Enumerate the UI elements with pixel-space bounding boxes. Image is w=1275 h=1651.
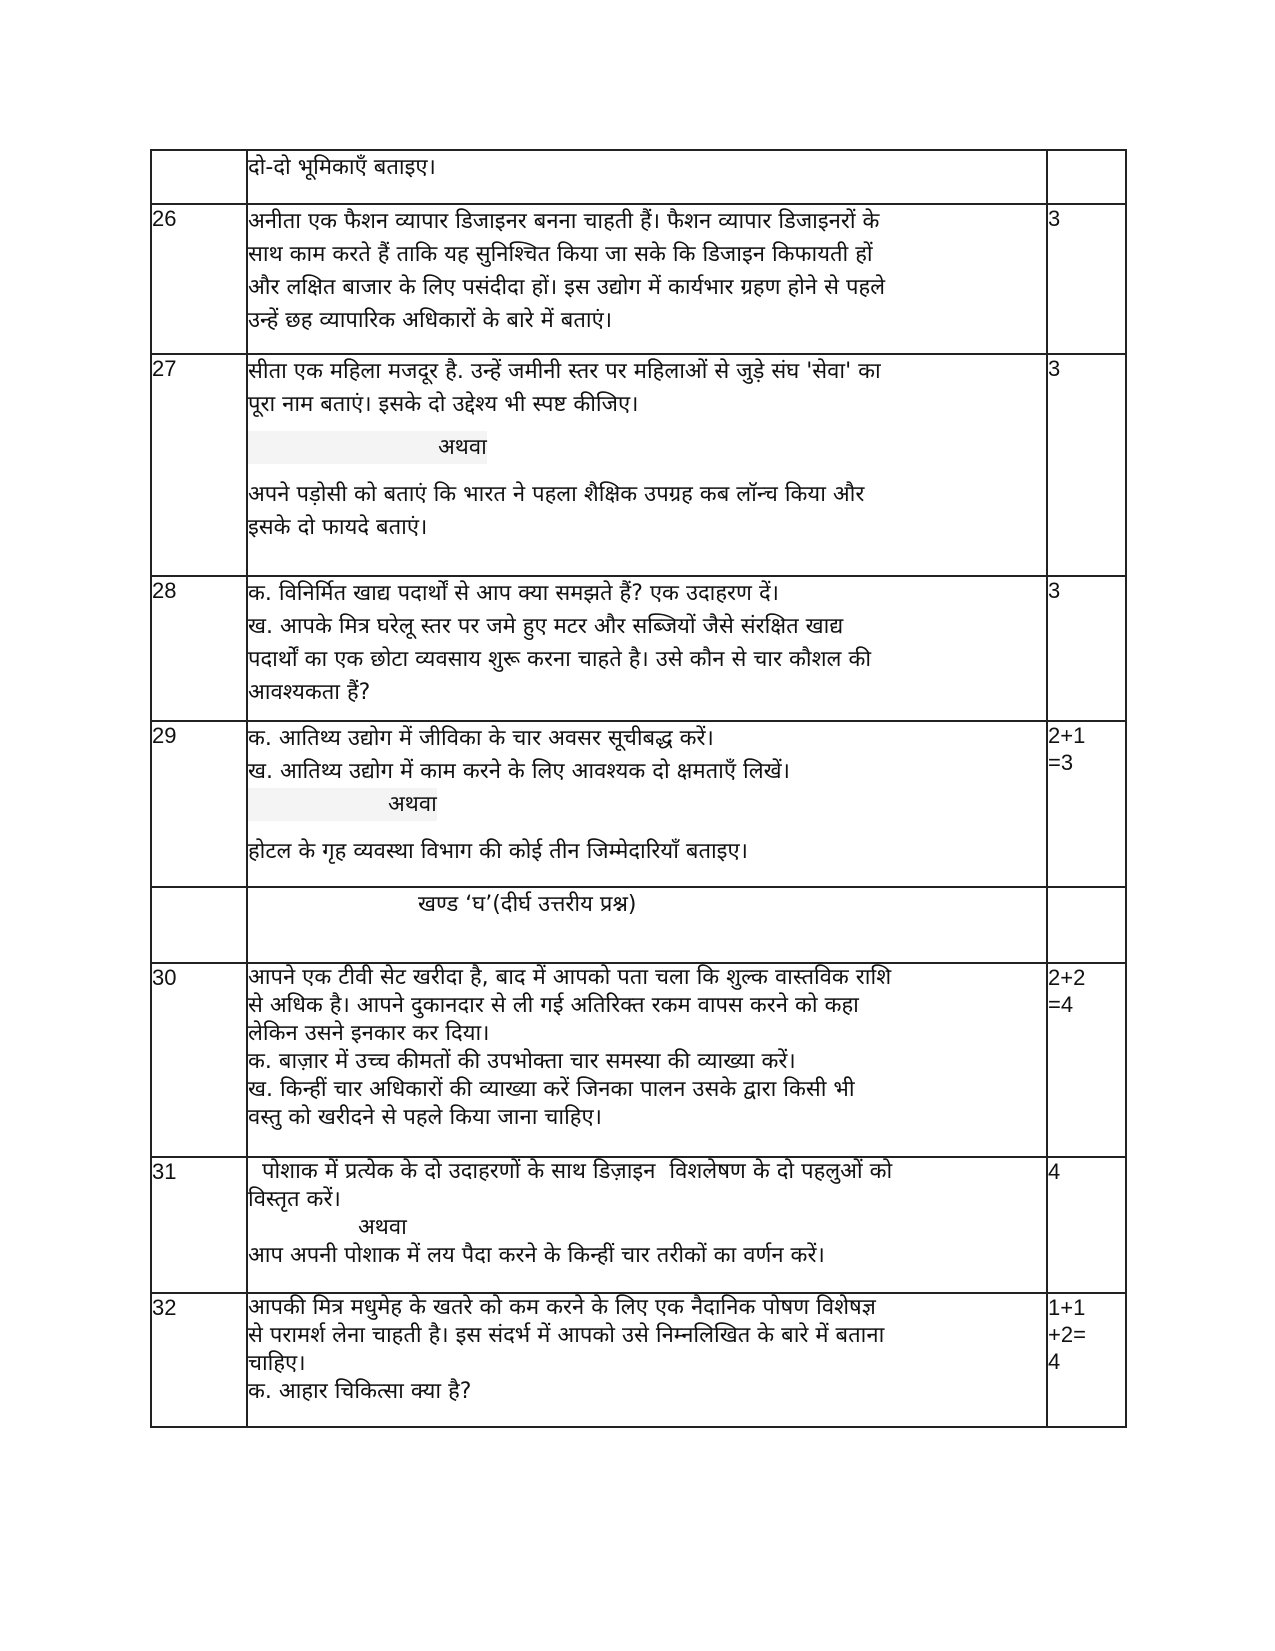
marks-value: +2= [1048,1322,1086,1347]
text-line: क. विनिर्मित खाद्य पदार्थों से आप क्या समझते हैं? एक उदाहरण दें। [248,581,779,606]
table-row [151,150,1126,204]
text-line: से परामर्श लेना चाहती है। इस संदर्भ में आपको उसे निम्नलिखित के बारे में बताना [248,1323,885,1348]
marks-cell [1047,1293,1126,1427]
question-number: 32 [151,1293,247,1427]
text-line: अनीता एक फैशन व्यापार डिजाइनर बनना चाहती हैं। फैशन व्यापार डिजाइनरों के [248,209,880,234]
text-line: लेकिन उसने इनकार कर दिया। [248,1021,490,1046]
marks-value: 4 [1048,1159,1061,1184]
marks-cell [1047,576,1126,721]
marks-cell [1047,354,1126,576]
text-line: वस्तु को खरीदने से पहले किया जाना चाहिए। [248,1105,602,1130]
text-line: आपने एक टीवी सेट खरीदा है, बाद में आपको पता चला कि शुल्क वास्तविक राशि [248,965,892,990]
question-number: 31 [151,1157,247,1293]
text-line: विस्तृत करें। [248,1187,341,1212]
table-row [151,204,1126,354]
text-line: पूरा नाम बताएं। इसके दो उद्देश्य भी स्पष्ट कीजिए। [248,392,639,417]
table-row [151,1293,1126,1427]
text-line: चाहिए। [248,1351,306,1376]
table-row [151,963,1126,1157]
or-label: अथवा [248,788,437,821]
text-line: और लक्षित बाजार के लिए पसंदीदा हों। इस उद्योग में कार्यभार ग्रहण होने से पहले [248,275,886,300]
question-text [247,204,1047,354]
text-line: आप अपनी पोशाक में लय पैदा करने के किन्हीं चार तरीकों का वर्णन करें। [248,1243,825,1268]
text-line: से अधिक है। आपने दुकानदार से ली गई अतिरिक्त रकम वापस करने को कहा [248,993,859,1018]
marks-cell [1047,204,1126,354]
text-line: साथ काम करते हैं ताकि यह सुनिश्चित किया जा सके कि डिजाइन किफायती हों [248,242,873,267]
table-row [151,576,1126,721]
marks-cell [1047,963,1126,1157]
text-line: सीता एक महिला मजदूर है. उन्हें जमीनी स्तर पर महिलाओं से जुड़े संघ 'सेवा' का [248,359,881,384]
question-table [150,149,1127,1428]
section-heading-cell [247,887,1047,963]
table-row [151,1157,1126,1293]
marks-value: 2+1 [1048,723,1086,748]
marks-cell [1047,887,1126,963]
text-line: होटल के गृह व्यवस्था विभाग की कोई तीन जिम्मेदारियाँ बताइए। [248,839,748,864]
marks-value: 4 [1048,1349,1061,1374]
section-heading: खण्ड ‘घ’(दीर्घ उत्तरीय प्रश्न) [418,892,637,917]
question-text [247,1157,1047,1293]
marks-value: =4 [1048,992,1074,1017]
text-line: ख. आतिथ्य उद्योग में काम करने के लिए आवश्यक दो क्षमताएँ लिखें। [248,759,790,784]
text-line: उन्हें छह व्यापारिक अधिकारों के बारे में बताएं। [248,308,613,333]
marks-value: 2+2 [1048,965,1086,990]
text-line: दो-दो भूमिकाएँ बताइए। [248,155,436,180]
question-number [151,150,247,204]
table-row [151,721,1126,887]
text-line: क. बाज़ार में उच्च कीमतों की उपभोक्ता चार समस्या की व्याख्या करें। [248,1049,796,1074]
text-line: ख. आपके मित्र घरेलू स्तर पर जमे हुए मटर और सब्जियों जैसे संरक्षित खाद्य [248,614,844,639]
question-text [247,963,1047,1157]
table-row [151,354,1126,576]
text-line: इसके दो फायदे बताएं। [248,515,428,540]
marks-cell [1047,721,1126,887]
marks-value: 3 [1048,206,1061,231]
marks-cell [1047,150,1126,204]
marks-value: 3 [1048,356,1061,381]
marks-value: 1+1 [1048,1295,1086,1320]
question-number: 29 [151,721,247,887]
text-line: पदार्थों का एक छोटा व्यवसाय शुरू करना चाहते है। उसे कौन से चार कौशल की [248,647,872,672]
marks-value: 3 [1048,578,1061,603]
question-text [247,721,1047,887]
question-text [247,1293,1047,1427]
table-row [151,887,1126,963]
question-number: 28 [151,576,247,721]
or-label: अथवा [248,431,487,464]
question-number: 30 [151,963,247,1157]
marks-cell [1047,1157,1126,1293]
question-number: 26 [151,204,247,354]
or-separator [248,788,1046,821]
text-line: अपने पड़ोसी को बताएं कि भारत ने पहला शैक्षिक उपग्रह कब लॉन्च किया और [248,482,865,507]
or-separator [248,1214,1046,1242]
text-line: पोशाक में प्रत्येक के दो उदाहरणों के साथ डिज़ाइन विशलेषण के दो पहलुओं को [248,1159,893,1184]
question-text [247,150,1047,204]
question-text [247,576,1047,721]
marks-value: =3 [1048,750,1074,775]
text-line: क. आहार चिकित्सा क्या है? [248,1379,472,1404]
text-line: क. आतिथ्य उद्योग में जीविका के चार अवसर सूचीबद्ध करें। [248,726,714,751]
question-number [151,887,247,963]
text-line: आपकी मित्र मधुमेह के खतरे को कम करने के लिए एक नैदानिक पोषण विशेषज्ञ [248,1295,876,1320]
or-label: अथवा [358,1215,407,1240]
question-number: 27 [151,354,247,576]
question-text [247,354,1047,576]
text-line: आवश्यकता हैं? [248,680,371,705]
or-separator [248,431,1046,464]
text-line: ख. किन्हीं चार अधिकारों की व्याख्या करें जिनका पालन उसके द्वारा किसी भी [248,1077,855,1102]
